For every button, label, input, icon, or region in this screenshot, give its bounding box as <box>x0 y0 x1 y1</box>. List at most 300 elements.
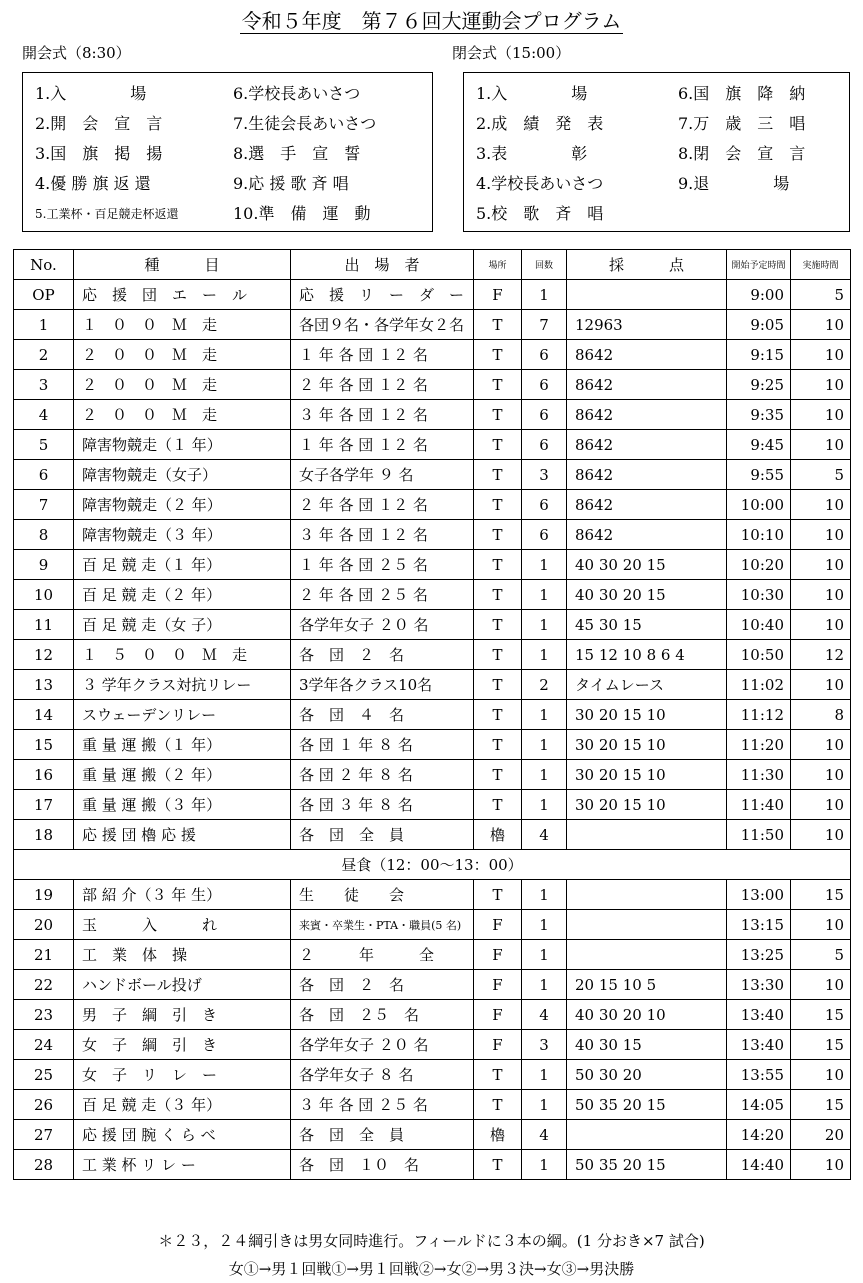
closing-item: 1.入 場 <box>476 84 588 103</box>
row-no: 28 <box>14 1150 74 1180</box>
table-row <box>14 1120 851 1150</box>
participants: ２ 年 全 <box>291 940 474 970</box>
table-row <box>14 580 851 610</box>
start-time: 9:45 <box>727 430 791 460</box>
place: T <box>474 460 522 490</box>
scoring: 50 30 20 <box>567 1060 727 1090</box>
place: T <box>474 490 522 520</box>
row-no: 7 <box>14 490 74 520</box>
table-row <box>14 520 851 550</box>
place: T <box>474 610 522 640</box>
row-no: 21 <box>14 940 74 970</box>
lunch-break-label: 昼食（12：00～13：00） <box>14 850 851 880</box>
duration: 10 <box>791 970 851 1000</box>
event-name: ２ ０ ０ Ｍ 走 <box>74 400 291 430</box>
rounds: 6 <box>522 400 567 430</box>
event-name: 女 子 綱 引 き <box>74 1030 291 1060</box>
table-row <box>14 310 851 340</box>
event-name: ３ 学年クラス対抗リレー <box>74 670 291 700</box>
scoring <box>567 280 727 310</box>
place: F <box>474 940 522 970</box>
row-no: 8 <box>14 520 74 550</box>
table-row <box>14 1000 851 1030</box>
participants: ３ 年 各 団 １２ 名 <box>291 400 474 430</box>
row-no: 20 <box>14 910 74 940</box>
row-no: 23 <box>14 1000 74 1030</box>
opening-item: 7.生徒会長あいさつ <box>233 114 377 133</box>
scoring: 8642 <box>567 490 727 520</box>
row-no: 15 <box>14 730 74 760</box>
table-row <box>14 670 851 700</box>
place: F <box>474 1000 522 1030</box>
rounds: 4 <box>522 820 567 850</box>
rounds: 1 <box>522 610 567 640</box>
row-no: 1 <box>14 310 74 340</box>
place: 櫓 <box>474 820 522 850</box>
participants: 女子各学年 ９ 名 <box>291 460 474 490</box>
event-name: 玉 入 れ <box>74 910 291 940</box>
start-time: 14:05 <box>727 1090 791 1120</box>
place: T <box>474 1150 522 1180</box>
rounds: 4 <box>522 1120 567 1150</box>
start-time: 10:40 <box>727 610 791 640</box>
start-time: 9:00 <box>727 280 791 310</box>
duration: 15 <box>791 1030 851 1060</box>
scoring: 8642 <box>567 520 727 550</box>
scoring: 50 35 20 15 <box>567 1150 727 1180</box>
col-header-start-time: 開始予定時間 <box>727 250 791 280</box>
place: T <box>474 430 522 460</box>
scoring: 8642 <box>567 370 727 400</box>
lunch-row <box>14 850 851 880</box>
closing-right-column <box>678 79 805 199</box>
closing-item: 2.成 績 発 表 <box>476 114 604 133</box>
opening-right-column <box>233 79 376 229</box>
table-row <box>14 610 851 640</box>
rounds: 1 <box>522 790 567 820</box>
row-no: OP <box>14 280 74 310</box>
duration: 10 <box>791 760 851 790</box>
table-row <box>14 370 851 400</box>
place: T <box>474 670 522 700</box>
table-row <box>14 280 851 310</box>
duration: 10 <box>791 790 851 820</box>
duration: 10 <box>791 370 851 400</box>
row-no: 14 <box>14 700 74 730</box>
duration: 5 <box>791 280 851 310</box>
event-name: 障害物競走（３ 年） <box>74 520 291 550</box>
row-no: 9 <box>14 550 74 580</box>
duration: 5 <box>791 460 851 490</box>
duration: 10 <box>791 490 851 520</box>
start-time: 13:55 <box>727 1060 791 1090</box>
rounds: 1 <box>522 760 567 790</box>
rounds: 1 <box>522 910 567 940</box>
start-time: 10:30 <box>727 580 791 610</box>
event-name: 百 足 競 走（３ 年） <box>74 1090 291 1120</box>
place: T <box>474 340 522 370</box>
participants: 来賓・卒業生・PTA・職員(5 名) <box>291 910 474 940</box>
event-name: 応 援 団 腕 く ら べ <box>74 1120 291 1150</box>
row-no: 19 <box>14 880 74 910</box>
place: 櫓 <box>474 1120 522 1150</box>
event-name: １ ０ ０ Ｍ 走 <box>74 310 291 340</box>
col-header-duration: 実施時間 <box>791 250 851 280</box>
row-no: 11 <box>14 610 74 640</box>
rounds: 1 <box>522 1060 567 1090</box>
table-row <box>14 430 851 460</box>
closing-item: 4.学校長あいさつ <box>476 174 604 193</box>
rounds: 6 <box>522 490 567 520</box>
row-no: 24 <box>14 1030 74 1060</box>
table-row <box>14 760 851 790</box>
table-row <box>14 1030 851 1060</box>
place: T <box>474 700 522 730</box>
rounds: 4 <box>522 1000 567 1030</box>
duration: 10 <box>791 400 851 430</box>
participants: ２ 年 各 団 １２ 名 <box>291 370 474 400</box>
scoring: 8642 <box>567 400 727 430</box>
participants: 各学年女子 ２０ 名 <box>291 1030 474 1060</box>
table-row <box>14 1150 851 1180</box>
participants: 各 団 全 員 <box>291 820 474 850</box>
start-time: 9:55 <box>727 460 791 490</box>
duration: 5 <box>791 940 851 970</box>
participants: 各 団 ２ 名 <box>291 970 474 1000</box>
start-time: 13:00 <box>727 880 791 910</box>
closing-item: 5.校 歌 斉 唱 <box>476 204 604 223</box>
scoring: 30 20 15 10 <box>567 790 727 820</box>
start-time: 10:10 <box>727 520 791 550</box>
start-time: 11:12 <box>727 700 791 730</box>
place: T <box>474 400 522 430</box>
scoring <box>567 880 727 910</box>
rounds: 1 <box>522 1150 567 1180</box>
event-name: ２ ０ ０ Ｍ 走 <box>74 340 291 370</box>
participants: 各 団 １０ 名 <box>291 1150 474 1180</box>
participants: ３ 年 各 団 １２ 名 <box>291 520 474 550</box>
participants: ２ 年 各 団 １２ 名 <box>291 490 474 520</box>
table-row <box>14 460 851 490</box>
event-name: 重 量 運 搬（１ 年） <box>74 730 291 760</box>
opening-item: 1.入 場 <box>35 84 147 103</box>
start-time: 11:30 <box>727 760 791 790</box>
scoring: 30 20 15 10 <box>567 760 727 790</box>
rounds: 1 <box>522 1090 567 1120</box>
rounds: 7 <box>522 310 567 340</box>
rounds: 3 <box>522 1030 567 1060</box>
duration: 10 <box>791 820 851 850</box>
place: F <box>474 910 522 940</box>
row-no: 10 <box>14 580 74 610</box>
duration: 10 <box>791 610 851 640</box>
event-name: 女 子 リ レ ー <box>74 1060 291 1090</box>
place: F <box>474 1030 522 1060</box>
page-title: 令和５年度 第７６回大運動会プログラム <box>241 9 622 33</box>
event-name: 部 紹 介（３ 年 生） <box>74 880 291 910</box>
start-time: 10:00 <box>727 490 791 520</box>
col-header-participants: 出 場 者 <box>291 250 474 280</box>
participants: 各 団 ４ 名 <box>291 700 474 730</box>
start-time: 13:25 <box>727 940 791 970</box>
table-row <box>14 340 851 370</box>
table-row <box>14 550 851 580</box>
row-no: 27 <box>14 1120 74 1150</box>
place: F <box>474 970 522 1000</box>
place: T <box>474 880 522 910</box>
duration: 15 <box>791 1090 851 1120</box>
rounds: 6 <box>522 370 567 400</box>
place: T <box>474 1060 522 1090</box>
start-time: 9:05 <box>727 310 791 340</box>
table-row <box>14 1090 851 1120</box>
duration: 10 <box>791 730 851 760</box>
duration: 12 <box>791 640 851 670</box>
scoring: 15 12 10 8 6 4 <box>567 640 727 670</box>
row-no: 26 <box>14 1090 74 1120</box>
event-name: ２ ０ ０ Ｍ 走 <box>74 370 291 400</box>
col-header-no: No. <box>14 250 74 280</box>
rounds: 1 <box>522 880 567 910</box>
event-name: １ ５ ０ ０ Ｍ 走 <box>74 640 291 670</box>
opening-item: 6.学校長あいさつ <box>233 84 361 103</box>
scoring: 40 30 20 15 <box>567 550 727 580</box>
place: T <box>474 640 522 670</box>
start-time: 11:02 <box>727 670 791 700</box>
row-no: 16 <box>14 760 74 790</box>
scoring: 30 20 15 10 <box>567 730 727 760</box>
start-time: 14:20 <box>727 1120 791 1150</box>
participants: 各 団 全 員 <box>291 1120 474 1150</box>
table-row <box>14 700 851 730</box>
table-row <box>14 1060 851 1090</box>
row-no: 2 <box>14 340 74 370</box>
scoring <box>567 820 727 850</box>
scoring: 45 30 15 <box>567 610 727 640</box>
scoring: 30 20 15 10 <box>567 700 727 730</box>
row-no: 3 <box>14 370 74 400</box>
rounds: 2 <box>522 670 567 700</box>
table-row <box>14 820 851 850</box>
place: T <box>474 760 522 790</box>
col-header-rounds: 回数 <box>522 250 567 280</box>
place: T <box>474 520 522 550</box>
program-table <box>13 249 851 1180</box>
duration: 10 <box>791 1150 851 1180</box>
col-header-scoring: 採 点 <box>567 250 727 280</box>
table-row <box>14 640 851 670</box>
opening-item: 9.応 援 歌 斉 唱 <box>233 174 349 193</box>
scoring: 40 30 20 15 <box>567 580 727 610</box>
tug-of-war-note: ＊２３，２４綱引きは男女同時進行。フィールドに３本の綱。(1 分おき×7 試合) <box>158 1232 705 1250</box>
place: T <box>474 730 522 760</box>
opening-item: 10.準 備 運 動 <box>233 204 371 223</box>
event-name: 障害物競走（１ 年） <box>74 430 291 460</box>
participants: 各学年女子 ８ 名 <box>291 1060 474 1090</box>
event-name: 百 足 競 走（２ 年） <box>74 580 291 610</box>
duration: 10 <box>791 430 851 460</box>
event-name: 男 子 綱 引 き <box>74 1000 291 1030</box>
event-name: 工 業 体 操 <box>74 940 291 970</box>
start-time: 10:20 <box>727 550 791 580</box>
scoring: 20 15 10 5 <box>567 970 727 1000</box>
table-row <box>14 880 851 910</box>
closing-left-column <box>476 79 603 229</box>
participants: 各 団 ２ 年 ８ 名 <box>291 760 474 790</box>
participants: 各 団 ２ 名 <box>291 640 474 670</box>
participants: 各 団 １ 年 ８ 名 <box>291 730 474 760</box>
duration: 10 <box>791 340 851 370</box>
closing-item: 9.退 場 <box>678 174 790 193</box>
place: F <box>474 280 522 310</box>
closing-ceremony-box <box>463 72 850 232</box>
event-name: ハンドボール投げ <box>74 970 291 1000</box>
closing-item: 3.表 彰 <box>476 144 588 163</box>
start-time: 13:40 <box>727 1000 791 1030</box>
rounds: 1 <box>522 700 567 730</box>
event-name: 応 援 団 櫓 応 援 <box>74 820 291 850</box>
duration: 8 <box>791 700 851 730</box>
participants: ３ 年 各 団 ２５ 名 <box>291 1090 474 1120</box>
participants: 各 団 ３ 年 ８ 名 <box>291 790 474 820</box>
table-row <box>14 730 851 760</box>
scoring: 8642 <box>567 460 727 490</box>
row-no: 25 <box>14 1060 74 1090</box>
rounds: 1 <box>522 580 567 610</box>
duration: 15 <box>791 880 851 910</box>
opening-left-column <box>35 79 178 229</box>
event-name: 百 足 競 走（女 子） <box>74 610 291 640</box>
opening-item: 2.開 会 宣 言 <box>35 114 163 133</box>
duration: 10 <box>791 1060 851 1090</box>
row-no: 18 <box>14 820 74 850</box>
start-time: 9:25 <box>727 370 791 400</box>
duration: 10 <box>791 670 851 700</box>
place: T <box>474 370 522 400</box>
row-no: 22 <box>14 970 74 1000</box>
event-name: スウェーデンリレー <box>74 700 291 730</box>
rounds: 1 <box>522 970 567 1000</box>
col-header-event: 種 目 <box>74 250 291 280</box>
participants: ２ 年 各 団 ２５ 名 <box>291 580 474 610</box>
scoring: 8642 <box>567 340 727 370</box>
start-time: 11:20 <box>727 730 791 760</box>
place: T <box>474 580 522 610</box>
closing-item: 8.閉 会 宣 言 <box>678 144 806 163</box>
opening-item: 3.国 旗 掲 揚 <box>35 144 163 163</box>
event-name: 百 足 競 走（１ 年） <box>74 550 291 580</box>
duration: 10 <box>791 580 851 610</box>
scoring: タイムレース <box>567 670 727 700</box>
row-no: 4 <box>14 400 74 430</box>
table-row <box>14 910 851 940</box>
opening-item: 5.工業杯・百足競走杯返還 <box>35 207 179 221</box>
scoring <box>567 940 727 970</box>
start-time: 11:50 <box>727 820 791 850</box>
closing-item: 6.国 旗 降 納 <box>678 84 806 103</box>
notes <box>0 1227 863 1283</box>
participants: 応 援 リ ー ダ ー <box>291 280 474 310</box>
event-name: 障害物競走（２ 年） <box>74 490 291 520</box>
scoring <box>567 1120 727 1150</box>
rounds: 6 <box>522 430 567 460</box>
place: T <box>474 310 522 340</box>
start-time: 9:15 <box>727 340 791 370</box>
rounds: 1 <box>522 280 567 310</box>
rounds: 1 <box>522 730 567 760</box>
row-no: 6 <box>14 460 74 490</box>
event-name: 応 援 団 エ ー ル <box>74 280 291 310</box>
table-row <box>14 790 851 820</box>
rounds: 1 <box>522 640 567 670</box>
participants: 生 徒 会 <box>291 880 474 910</box>
table-header-row <box>14 250 851 280</box>
start-time: 13:15 <box>727 910 791 940</box>
participants: 各 団 ２５ 名 <box>291 1000 474 1030</box>
opening-item: 8.選 手 宣 誓 <box>233 144 361 163</box>
afternoon-rows <box>14 880 851 1180</box>
duration: 10 <box>791 910 851 940</box>
place: T <box>474 1090 522 1120</box>
duration: 10 <box>791 310 851 340</box>
participants: 各団９名・各学年女２名 <box>291 310 474 340</box>
table-row <box>14 400 851 430</box>
rounds: 1 <box>522 940 567 970</box>
place: T <box>474 790 522 820</box>
start-time: 11:40 <box>727 790 791 820</box>
place: T <box>474 550 522 580</box>
participants: １ 年 各 団 ２５ 名 <box>291 550 474 580</box>
row-no: 13 <box>14 670 74 700</box>
start-time: 9:35 <box>727 400 791 430</box>
scoring <box>567 910 727 940</box>
duration: 10 <box>791 550 851 580</box>
opening-ceremony-box <box>22 72 433 232</box>
scoring: 50 35 20 15 <box>567 1090 727 1120</box>
rounds: 3 <box>522 460 567 490</box>
scoring: 40 30 15 <box>567 1030 727 1060</box>
duration: 15 <box>791 1000 851 1030</box>
closing-ceremony-label: 閉会式（15:00） <box>452 44 571 62</box>
morning-rows <box>14 280 851 850</box>
rounds: 1 <box>522 550 567 580</box>
event-name: 重 量 運 搬（２ 年） <box>74 760 291 790</box>
scoring: 8642 <box>567 430 727 460</box>
duration: 20 <box>791 1120 851 1150</box>
event-name: 工 業 杯 リ レ ー <box>74 1150 291 1180</box>
event-name: 障害物競走（女子） <box>74 460 291 490</box>
participants: １ 年 各 団 １２ 名 <box>291 340 474 370</box>
scoring: 12963 <box>567 310 727 340</box>
table-row <box>14 940 851 970</box>
row-no: 12 <box>14 640 74 670</box>
start-time: 10:50 <box>727 640 791 670</box>
rounds: 6 <box>522 520 567 550</box>
tug-of-war-order: 女①→男１回戦①→男１回戦②→女②→男３決→女③→男決勝 <box>228 1260 635 1278</box>
table-row <box>14 970 851 1000</box>
lunch-section <box>14 850 851 880</box>
start-time: 14:40 <box>727 1150 791 1180</box>
participants: 3学年各クラス10名 <box>291 670 474 700</box>
participants: 各学年女子 ２０ 名 <box>291 610 474 640</box>
participants: １ 年 各 団 １２ 名 <box>291 430 474 460</box>
opening-ceremony-label: 開会式（8:30） <box>22 44 131 62</box>
table-row <box>14 490 851 520</box>
closing-item: 7.万 歳 三 唱 <box>678 114 806 133</box>
duration: 10 <box>791 520 851 550</box>
row-no: 17 <box>14 790 74 820</box>
start-time: 13:30 <box>727 970 791 1000</box>
